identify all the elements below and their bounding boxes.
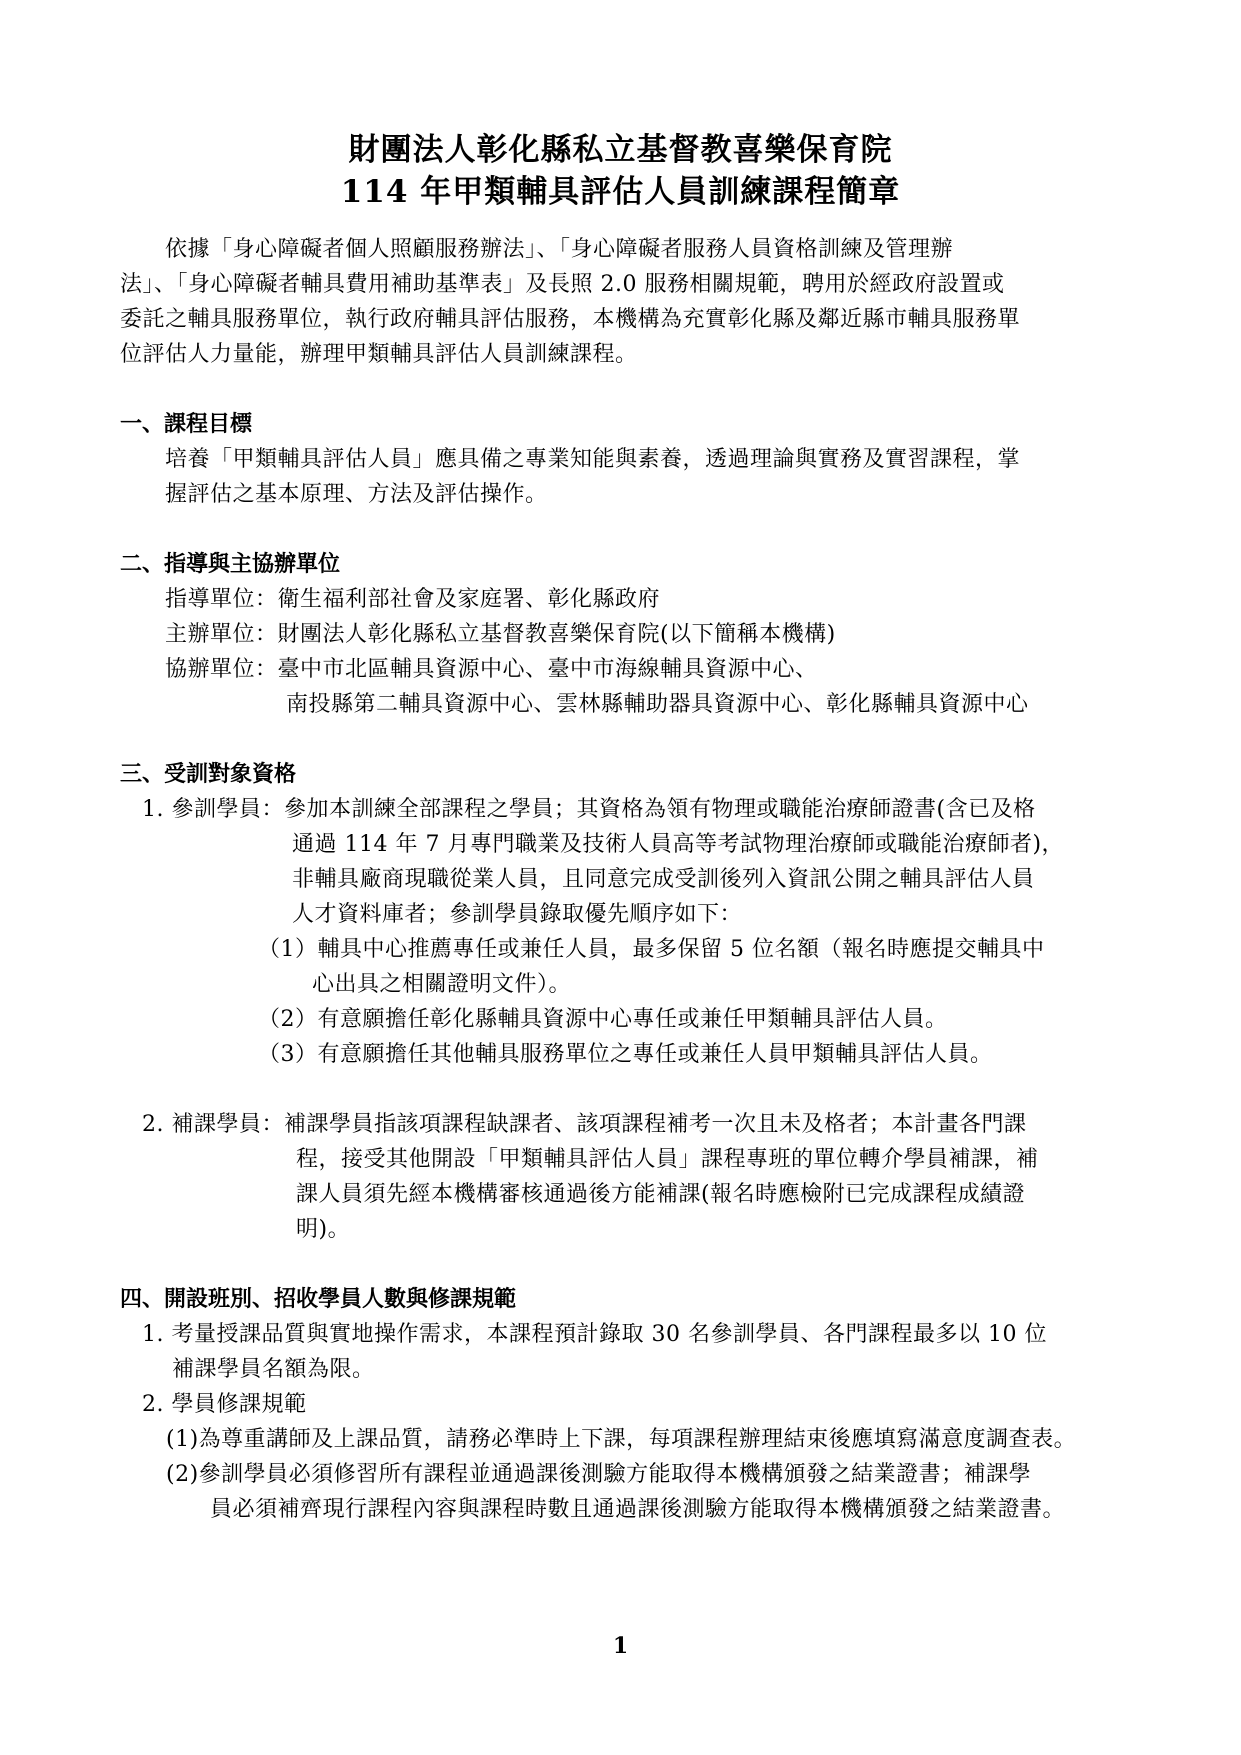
co-host-unit-cont: 南投縣第二輔具資源中心、雲林縣輔助器具資源中心、彰化縣輔具資源中心 xyxy=(286,692,1029,717)
intro-line: 委託之輔具服務單位，執行政府輔具評估服務，本機構為充實彰化縣及鄰近縣市輔具服務單 xyxy=(120,307,1021,332)
priority-item: （3）有意願擔任其他輔具服務單位之專任或兼任人員甲類輔具評估人員。 xyxy=(258,1042,993,1067)
rules-line: (2)參訓學員必須修習所有課程並通過課後測驗方能取得本機構頒發之結業證書；補課學 xyxy=(166,1462,1032,1487)
rules-line: 1. 考量授課品質與實地操作需求，本課程預計錄取 30 名參訓學員、各門課程最多以 10 位 xyxy=(142,1322,1047,1347)
priority-item: （2）有意願擔任彰化縣輔具資源中心專任或兼任甲類輔具評估人員。 xyxy=(258,1007,948,1032)
section-heading-class-rules: 四、開設班別、招收學員人數與修課規範 xyxy=(120,1286,517,1312)
supervising-unit: 指導單位：衛生福利部社會及家庭署、彰化縣政府 xyxy=(165,587,661,612)
section-heading-course-goal: 一、課程目標 xyxy=(120,411,253,437)
eligibility-item1-line: 非輔具廠商現職從業人員，且同意完成受訓後列入資訊公開之輔具評估人員 xyxy=(292,867,1035,892)
priority-item: 心出具之相關證明文件）。 xyxy=(312,972,572,997)
eligibility-item2-line: 2. 補課學員：補課學員指該項課程缺課者、該項課程補考一次且未及格者；本計畫各門課 xyxy=(142,1112,1027,1137)
section1-line: 培養「甲類輔具評估人員」應具備之專業知能與素養，透過理論與實務及實習課程，掌 xyxy=(165,447,1021,472)
eligibility-item2-line: 課人員須先經本機構審核通過後方能補課(報名時應檢附已完成課程成績證 xyxy=(296,1182,1026,1207)
intro-line: 位評估人力量能，辦理甲類輔具評估人員訓練課程。 xyxy=(120,342,638,367)
eligibility-item1-line: 通過 114 年 7 月專門職業及技術人員高等考試物理治療師或職能治療師者)， xyxy=(292,832,1065,857)
eligibility-item1-line: 人才資料庫者；參訓學員錄取優先順序如下： xyxy=(292,902,743,927)
rules-line: 員必須補齊現行課程內容與課程時數且通過課後測驗方能取得本機構頒發之結業證書。 xyxy=(210,1497,1066,1522)
eligibility-item1-line: 1. 參訓學員：參加本訓練全部課程之學員；其資格為領有物理或職能治療師證書(含已及格 xyxy=(142,797,1036,822)
section-heading-organizers: 二、指導與主協辦單位 xyxy=(120,551,341,577)
page-number: 1 xyxy=(612,1633,629,1659)
document-title-course: 114 年甲類輔具評估人員訓練課程簡章 xyxy=(340,174,901,210)
priority-item: （1）輔具中心推薦專任或兼任人員，最多保留 5 位名額（報名時應提交輔具中 xyxy=(258,937,1045,962)
section1-line: 握評估之基本原理、方法及評估操作。 xyxy=(165,482,548,507)
rules-line: 2. 學員修課規範 xyxy=(142,1392,307,1417)
host-unit: 主辦單位：財團法人彰化縣私立基督教喜樂保育院(以下簡稱本機構) xyxy=(165,622,836,647)
document-title-org: 財團法人彰化縣私立基督教喜樂保育院 xyxy=(348,132,893,168)
co-host-unit: 協辦單位：臺中市北區輔具資源中心、臺中市海線輔具資源中心、 xyxy=(165,657,818,682)
intro-line: 法」、「身心障礙者輔具費用補助基準表」及長照 2.0 服務相關規範，聘用於經政府設置或 xyxy=(120,272,1005,297)
eligibility-item2-line: 程，接受其他開設「甲類輔具評估人員」課程專班的單位轉介學員補課，補 xyxy=(296,1147,1039,1172)
intro-line: 依據「身心障礙者個人照顧服務辦法」、「身心障礙者服務人員資格訓練及管理辦 xyxy=(165,237,954,262)
rules-line: 補課學員名額為限。 xyxy=(172,1357,375,1382)
section-heading-eligibility: 三、受訓對象資格 xyxy=(120,761,297,787)
eligibility-item2-line: 明)。 xyxy=(296,1217,351,1242)
rules-line: (1)為尊重講師及上課品質，請務必準時上下課，每項課程辦理結束後應填寫滿意度調查表。 xyxy=(166,1427,1077,1452)
